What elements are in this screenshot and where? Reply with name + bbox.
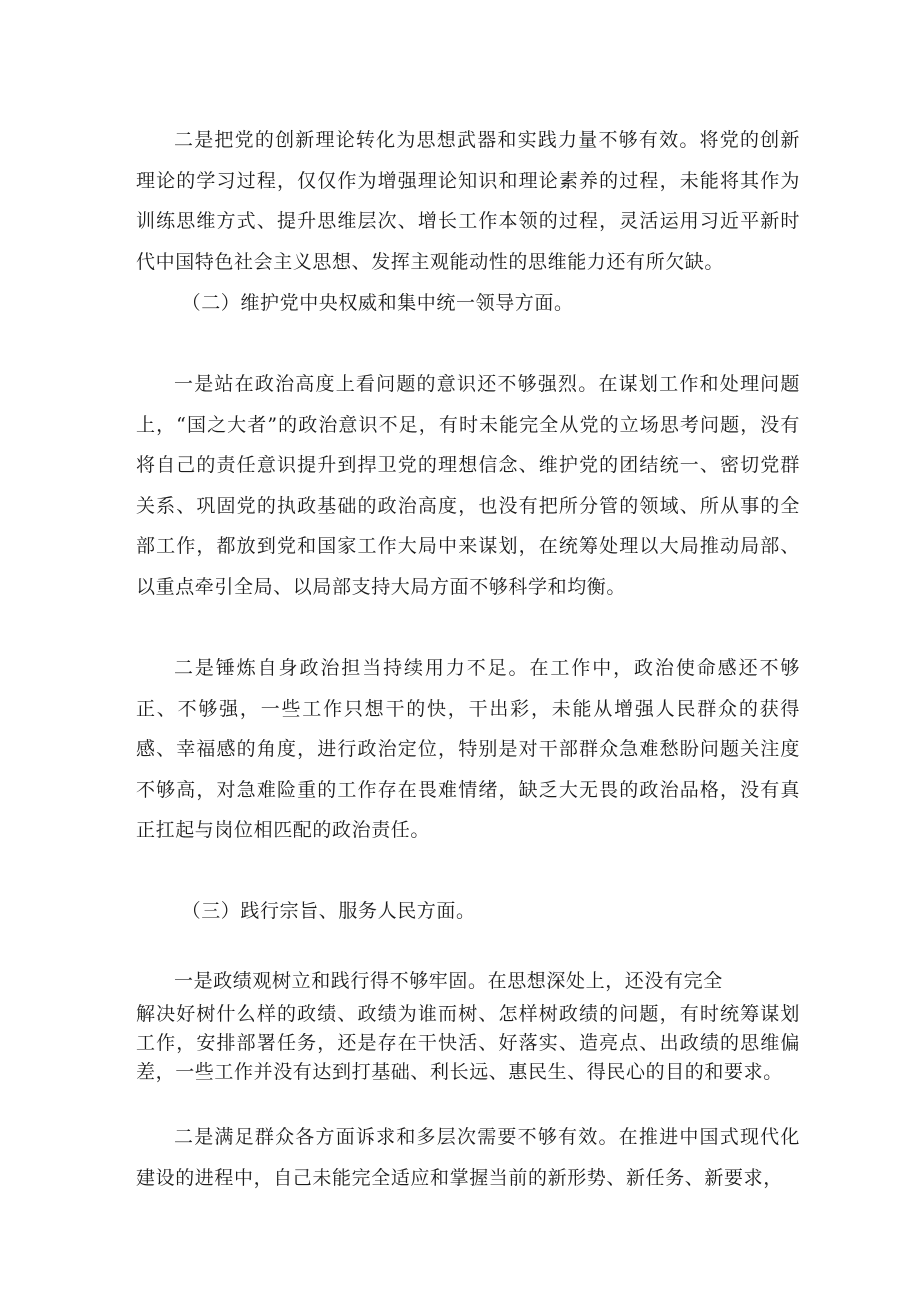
paragraph-performance-view-first-line: 一是政绩观树立和践行得不够牢固。在思想深处上，还没有完全: [174, 970, 723, 992]
paragraph-innovation-theory: 二是把党的创新理论转化为思想武器和实践力量不够有效。将党的创新理论的学习过程，仅仅作为增强理论知识和理论素养的过程，未能将其作为训练思维方式、提升思维层次、增长工作本领的过程，灵活运用习近平新时代中国特色社会主义思想、发挥主观能动性的思维能力还有所欠缺。: [136, 129, 800, 273]
section-heading-2: （二）维护党中央权威和集中统一领导方面。: [181, 292, 574, 314]
paragraph-political-responsibility: 二是锤炼自身政治担当持续用力不足。在工作中，政治使命感还不够正、不够强，一些工作只想干的快，干出彩，未能从增强人民群众的获得感、幸福感的角度，进行政治定位，特别是对干部群众急难愁盼问题关注度不够高，对急难险重的工作存在畏难情绪，缺乏大无畏的政治品格，没有真正扛起与岗位相匹配的政治责任。: [136, 657, 800, 841]
paragraph-performance-view: 解决好树什么样的政绩、政绩为谁而树、怎样树政绩的问题，有时统筹谋划工作，安排部署任务，还是存在干快活、好落实、造亮点、出政绩的思维偏差，一些工作并没有达到打基础、利长远、惠民生、得民心的目的和要求。: [136, 1003, 800, 1083]
paragraph-mass-needs: 二是满足群众各方面诉求和多层次需要不够有效。在推进中国式现代化建设的进程中，自己未能完全适应和掌握当前的新形势、新任务、新要求，: [136, 1126, 800, 1189]
paragraph-political-height: 一是站在政治高度上看问题的意识还不够强烈。在谋划工作和处理问题上，“国之大者”的政治意识不足，有时未能完全从党的立场思考问题，没有将自己的责任意识提升到捍卫党的理想信念、维护党的团结统一、密切党群关系、巩固党的执政基础的政治高度，也没有把所分管的领域、所从事的全部工作，都放到党和国家工作大局中来谋划，在统筹处理以大局推动局部、以重点牵引全局、以局部支持大局方面不够科学和均衡。: [136, 373, 800, 598]
section-heading-3: （三）践行宗旨、服务人民方面。: [181, 900, 476, 922]
